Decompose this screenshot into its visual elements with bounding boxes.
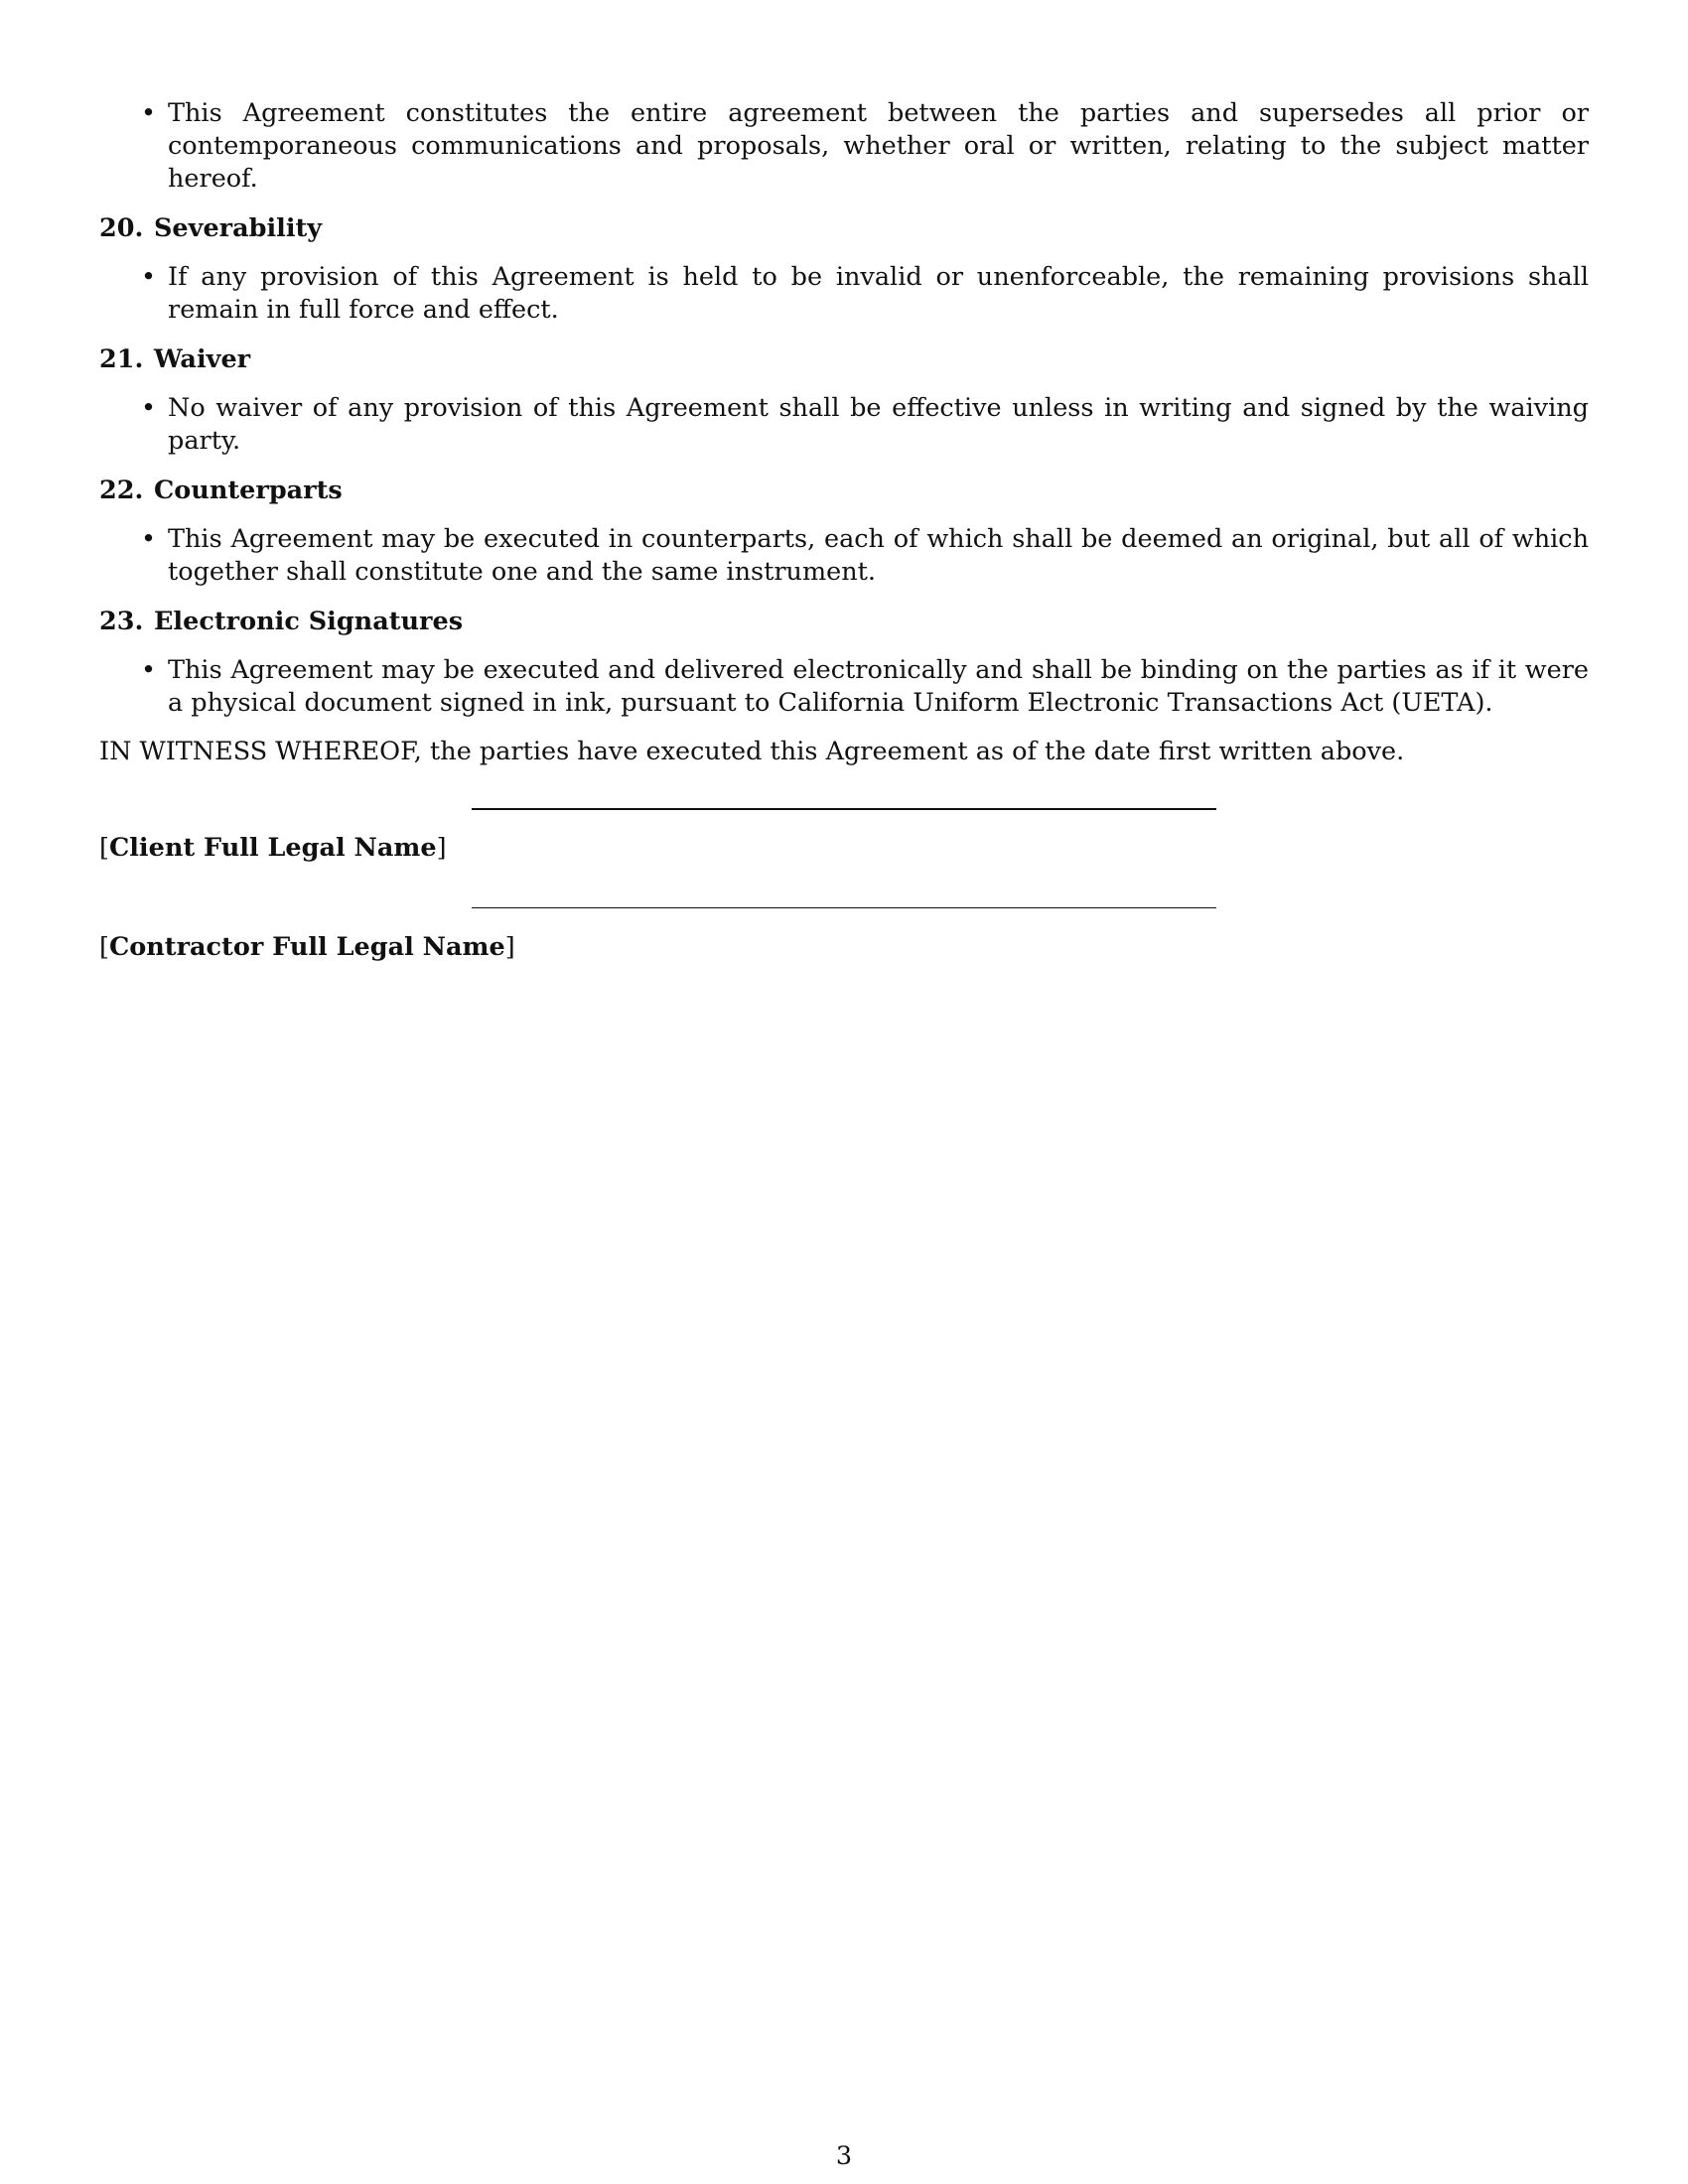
bullet-icon: • — [141, 655, 157, 685]
contractor-signature-line[interactable] — [472, 907, 1216, 908]
section-heading-severability — [99, 212, 1589, 245]
client-signature-block — [99, 808, 1589, 907]
section-title: Waiver — [154, 344, 251, 374]
client-name: Client Full Legal Name — [108, 833, 437, 863]
list-item — [99, 654, 1589, 720]
bullet-text: This Agreement constitutes the entire agreement between the parties and supersedes all prior or contemporaneous communications and proposals, whether oral or written, relating to the subject matter hereof. — [168, 98, 1589, 194]
client-signature-line[interactable] — [472, 808, 1216, 810]
section-title: Counterparts — [154, 476, 343, 505]
open-bracket: [ — [99, 833, 109, 863]
bullet-icon: • — [141, 524, 157, 554]
bullet-text: If any provision of this Agreement is held to be invalid or unenforceable, the remaining provisions shall remain in full force and effect. — [168, 262, 1589, 325]
list-item — [99, 523, 1589, 589]
bullet-icon: • — [141, 98, 157, 128]
bullet-text: No waiver of any provision of this Agreement shall be effective unless in writing and signed by the waiving party. — [168, 393, 1589, 456]
list-item — [99, 392, 1589, 458]
contractor-name-label — [99, 931, 515, 964]
client-name-label — [99, 832, 447, 865]
close-bracket: ] — [436, 833, 447, 863]
close-bracket: ] — [504, 932, 515, 962]
section-title: Electronic Signatures — [154, 607, 464, 636]
document-page — [99, 97, 1589, 1007]
list-item — [99, 261, 1589, 327]
bullet-icon: • — [141, 262, 157, 292]
bullet-text: This Agreement may be executed in counterparts, each of which shall be deemed an original, but all of which together shall constitute one and the same instrument. — [168, 524, 1589, 587]
section-title: Severability — [154, 213, 323, 243]
section-heading-counterparts — [99, 475, 1589, 507]
open-bracket: [ — [99, 932, 109, 962]
section-number: 22. — [99, 476, 144, 505]
section-heading-electronic-signatures — [99, 606, 1589, 638]
page-number: 3 — [835, 2141, 853, 2171]
witness-clause: IN WITNESS WHEREOF, the parties have executed this Agreement as of the date first written above. — [99, 737, 1405, 766]
section-number: 21. — [99, 344, 144, 374]
bullet-text: This Agreement may be executed and delivered electronically and shall be binding on the parties as if it were a physical document signed in ink, pursuant to California Uniform Electronic Transactions Act (UETA). — [168, 655, 1589, 718]
contractor-name: Contractor Full Legal Name — [108, 932, 505, 962]
section-heading-waiver — [99, 343, 1589, 376]
section-number: 23. — [99, 607, 144, 636]
list-item — [99, 97, 1589, 196]
contractor-signature-block — [99, 907, 1589, 1007]
section-number: 20. — [99, 213, 144, 243]
bullet-icon: • — [141, 393, 157, 423]
